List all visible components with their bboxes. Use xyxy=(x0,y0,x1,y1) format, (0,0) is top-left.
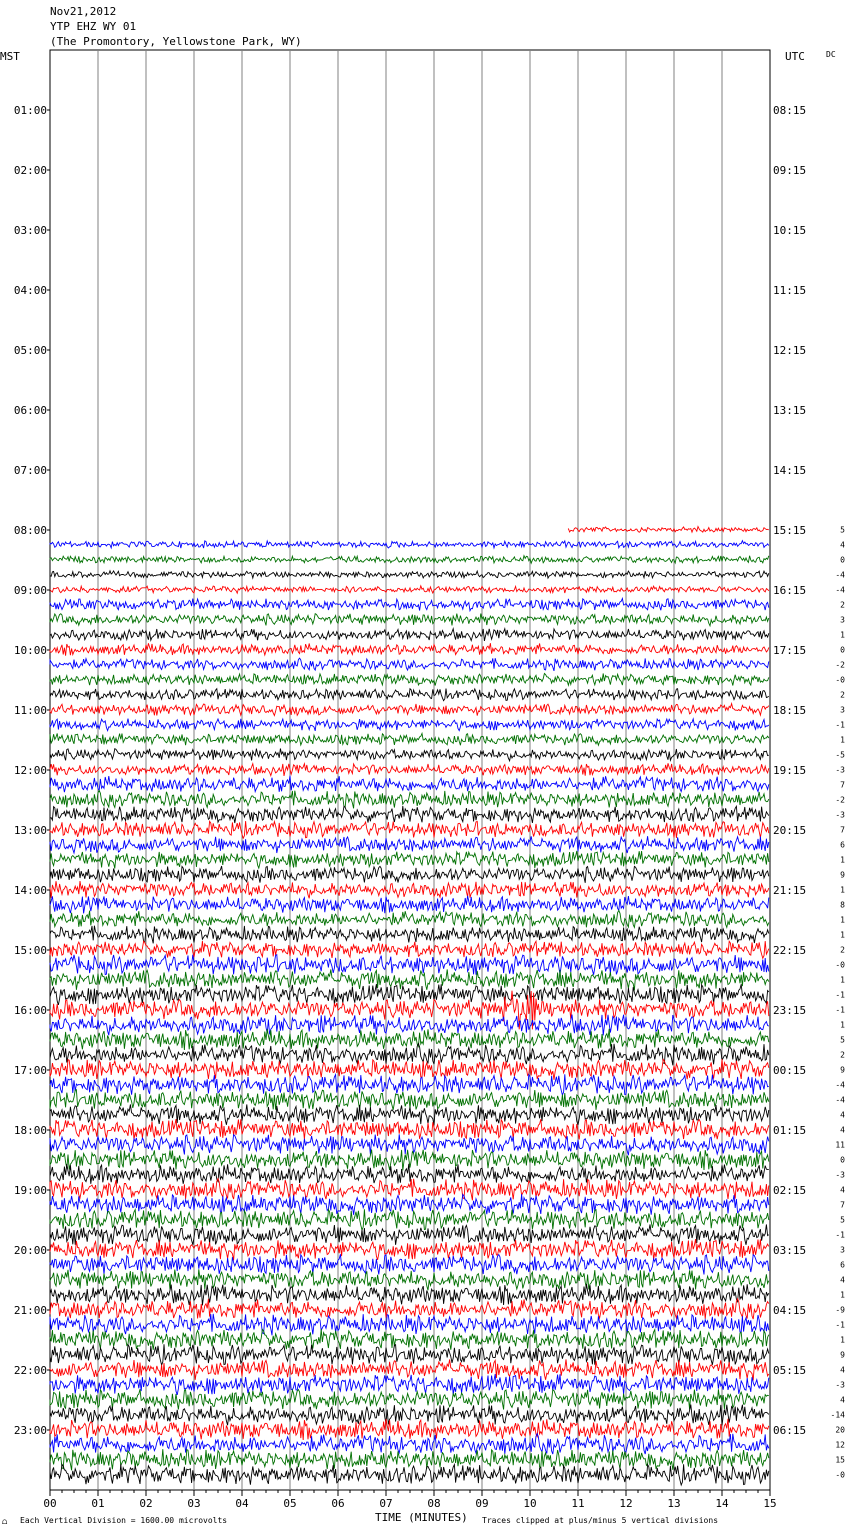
hour-label-right: 10:15 xyxy=(773,224,807,237)
x-tick-label: 14 xyxy=(715,1497,729,1510)
dc-offset-value: 3 xyxy=(840,615,845,625)
dc-offset-value: 3 xyxy=(840,1245,845,1255)
dc-offset-value: 4 xyxy=(840,1395,845,1405)
dc-offset-value: 1 xyxy=(840,930,845,940)
dc-offset-value: 2 xyxy=(840,600,845,610)
trace-black xyxy=(50,1164,769,1184)
dc-offset-value: 4 xyxy=(840,1110,845,1120)
hour-label-right: 11:15 xyxy=(773,284,807,297)
hour-label-right: 19:15 xyxy=(773,764,807,777)
trace-red xyxy=(50,1119,769,1140)
dc-offset-value: 5 xyxy=(840,1035,845,1045)
trace-red xyxy=(50,704,769,716)
dc-offset-value: -2 xyxy=(835,660,845,670)
dc-offset-value: -3 xyxy=(835,1380,845,1390)
trace-black xyxy=(50,806,769,823)
hour-label-left: 19:00 xyxy=(13,1184,47,1197)
hour-label-left: 20:00 xyxy=(13,1244,47,1257)
x-tick-label: 08 xyxy=(427,1497,441,1510)
trace-green xyxy=(50,851,769,869)
dc-offset-value: 2 xyxy=(840,690,845,700)
dc-offset-value: 15 xyxy=(835,1455,845,1465)
hour-label-right: 21:15 xyxy=(773,884,807,897)
hour-label-left: 09:00 xyxy=(13,584,47,597)
hour-label-right: 09:15 xyxy=(773,164,807,177)
trace-blue xyxy=(50,658,769,671)
hour-label-right: 15:15 xyxy=(773,524,807,537)
x-tick-label: 13 xyxy=(667,1497,681,1510)
trace-blue xyxy=(50,896,769,914)
dc-offset-value: -9 xyxy=(835,1305,845,1315)
dc-offset-value: 0 xyxy=(840,1155,845,1165)
trace-blue xyxy=(50,836,769,853)
trace-blue xyxy=(50,776,769,793)
x-tick-label: 12 xyxy=(619,1497,633,1510)
dc-offset-value: 7 xyxy=(840,1200,845,1210)
trace-red xyxy=(50,586,769,593)
trace-green xyxy=(50,1389,769,1409)
trace-green xyxy=(50,556,769,564)
dc-offset-value: 1 xyxy=(840,735,845,745)
dc-offset-value: 9 xyxy=(840,1350,845,1360)
dc-offset-value: -5 xyxy=(835,750,845,760)
hour-label-left: 02:00 xyxy=(13,164,47,177)
dc-offset-value: -1 xyxy=(835,1320,845,1330)
trace-black xyxy=(50,1224,769,1244)
dc-offset-value: -3 xyxy=(835,1170,845,1180)
trace-red xyxy=(568,527,768,533)
hour-label-left: 16:00 xyxy=(13,1004,47,1017)
trace-red xyxy=(50,1299,769,1320)
dc-offset-value: 8 xyxy=(840,900,845,910)
hour-label-right: 23:15 xyxy=(773,1004,807,1017)
x-tick-label: 05 xyxy=(283,1497,297,1510)
dc-offset-value: 9 xyxy=(840,870,845,880)
dc-offset-value: 0 xyxy=(840,555,845,565)
hour-label-left: 18:00 xyxy=(13,1124,47,1137)
dc-offset-value: 4 xyxy=(840,1365,845,1375)
dc-offset-value: 12 xyxy=(835,1440,845,1450)
x-tick-label: 03 xyxy=(187,1497,201,1510)
trace-black xyxy=(50,866,769,883)
trace-blue xyxy=(50,598,769,610)
hour-label-right: 12:15 xyxy=(773,344,807,357)
trace-blue xyxy=(50,1074,769,1095)
hour-label-left: 06:00 xyxy=(13,404,47,417)
trace-black xyxy=(50,571,769,578)
trace-red xyxy=(50,1419,769,1440)
dc-offset-value: -4 xyxy=(835,585,845,595)
dc-offset-value: -0 xyxy=(835,1470,845,1480)
trace-green xyxy=(50,791,769,809)
trace-blue xyxy=(50,1134,769,1155)
trace-black xyxy=(50,689,769,701)
hour-label-right: 02:15 xyxy=(773,1184,807,1197)
dc-offset-value: 4 xyxy=(840,1125,845,1135)
trace-red xyxy=(50,1059,769,1080)
dc-offset-value: -2 xyxy=(835,795,845,805)
hour-label-left: 14:00 xyxy=(13,884,47,897)
dc-offset-value: 1 xyxy=(840,1290,845,1300)
dc-offset-value: 6 xyxy=(840,1260,845,1270)
trace-blue xyxy=(50,1254,769,1274)
hour-label-left: 12:00 xyxy=(13,764,47,777)
hour-label-left: 03:00 xyxy=(13,224,47,237)
dc-offset-value: -0 xyxy=(835,675,845,685)
trace-green xyxy=(50,1269,769,1290)
trace-red xyxy=(50,763,769,776)
x-tick-label: 01 xyxy=(91,1497,105,1510)
hour-label-right: 03:15 xyxy=(773,1244,807,1257)
dc-offset-value: -1 xyxy=(835,720,845,730)
hour-label-left: 11:00 xyxy=(13,704,47,717)
x-tick-label: 07 xyxy=(379,1497,393,1510)
trace-blue xyxy=(50,1015,769,1036)
x-tick-label: 00 xyxy=(43,1497,57,1510)
dc-offset-value: 4 xyxy=(840,540,845,550)
dc-offset-value: -14 xyxy=(830,1410,845,1420)
dc-offset-value: 9 xyxy=(840,1065,845,1075)
hour-label-right: 08:15 xyxy=(773,104,807,117)
trace-green xyxy=(50,1090,769,1110)
trace-green xyxy=(50,1029,769,1050)
hour-label-right: 01:15 xyxy=(773,1124,807,1137)
dc-offset-value: 2 xyxy=(840,1050,845,1060)
dc-offset-value: 7 xyxy=(840,780,845,790)
hour-label-right: 16:15 xyxy=(773,584,807,597)
trace-red xyxy=(50,941,769,958)
hour-label-right: 14:15 xyxy=(773,464,807,477)
dc-offset-value: 5 xyxy=(840,525,845,535)
dc-offset-value: 20 xyxy=(835,1425,845,1435)
dc-offset-value: 1 xyxy=(840,855,845,865)
dc-offset-value: 4 xyxy=(840,1275,845,1285)
dc-offset-value: 1 xyxy=(840,885,845,895)
trace-green xyxy=(50,614,769,626)
trace-green xyxy=(50,674,769,686)
hour-label-left: 21:00 xyxy=(13,1304,47,1317)
usgs-mark-icon: ⩍ xyxy=(2,1517,8,1526)
hour-label-left: 17:00 xyxy=(13,1064,47,1077)
dc-offset-header: DC xyxy=(826,50,836,59)
trace-green xyxy=(50,733,769,745)
dc-offset-value: -4 xyxy=(835,1080,845,1090)
dc-offset-value: -1 xyxy=(835,1005,845,1015)
dc-offset-value: -1 xyxy=(835,1230,845,1240)
trace-black xyxy=(50,1464,769,1485)
dc-offset-value: 1 xyxy=(840,630,845,640)
dc-offset-value: 1 xyxy=(840,975,845,985)
trace-blue xyxy=(50,719,769,731)
x-tick-label: 09 xyxy=(475,1497,489,1510)
x-tick-label: 10 xyxy=(523,1497,537,1510)
hour-label-left: 04:00 xyxy=(13,284,47,297)
trace-blue xyxy=(50,1194,769,1215)
trace-red xyxy=(50,643,769,656)
hour-label-left: 15:00 xyxy=(13,944,47,957)
x-tick-label: 04 xyxy=(235,1497,249,1510)
left-timezone-label: MST xyxy=(0,50,20,63)
hour-label-right: 05:15 xyxy=(773,1364,807,1377)
trace-blue xyxy=(50,541,769,548)
dc-offset-value: 5 xyxy=(840,1215,845,1225)
x-tick-label: 06 xyxy=(331,1497,345,1510)
dc-offset-value: 7 xyxy=(840,825,845,835)
hour-label-left: 23:00 xyxy=(13,1424,47,1437)
dc-offset-value: 1 xyxy=(840,1335,845,1345)
trace-blue xyxy=(50,1314,769,1336)
x-tick-label: 11 xyxy=(571,1497,585,1510)
x-axis-label: TIME (MINUTES) xyxy=(375,1511,468,1524)
dc-offset-value: -3 xyxy=(835,765,845,775)
x-tick-label: 02 xyxy=(139,1497,153,1510)
trace-green xyxy=(50,1209,769,1230)
trace-black xyxy=(50,1284,769,1305)
dc-offset-value: 2 xyxy=(840,945,845,955)
hour-label-right: 06:15 xyxy=(773,1424,807,1437)
hour-label-right: 22:15 xyxy=(773,944,807,957)
dc-offset-value: 11 xyxy=(835,1140,845,1150)
trace-green xyxy=(50,1449,769,1470)
trace-red xyxy=(50,1359,769,1380)
hour-label-left: 08:00 xyxy=(13,524,47,537)
hour-label-right: 00:15 xyxy=(773,1064,807,1077)
dc-offset-value: -4 xyxy=(835,1095,845,1105)
dc-offset-value: 4 xyxy=(840,1185,845,1195)
trace-black xyxy=(50,1405,769,1426)
trace-red xyxy=(50,881,769,898)
trace-black xyxy=(50,984,769,1005)
hour-label-left: 13:00 xyxy=(13,824,47,837)
trace-red xyxy=(50,821,769,838)
dc-offset-value: 0 xyxy=(840,645,845,655)
dc-offset-value: 1 xyxy=(840,915,845,925)
dc-offset-value: 6 xyxy=(840,840,845,850)
trace-black xyxy=(50,926,769,944)
trace-black xyxy=(50,1344,769,1365)
hour-label-left: 07:00 xyxy=(13,464,47,477)
dc-offset-value: -0 xyxy=(835,960,845,970)
scale-note: Each Vertical Division = 1600.00 microvolts xyxy=(20,1516,228,1525)
trace-black xyxy=(50,749,769,761)
clip-note: Traces clipped at plus/minus 5 vertical divisions xyxy=(482,1516,719,1525)
dc-offset-value: -1 xyxy=(835,990,845,1000)
right-timezone-label: UTC xyxy=(785,50,805,63)
trace-black xyxy=(50,629,769,641)
hour-label-right: 20:15 xyxy=(773,824,807,837)
hour-label-right: 04:15 xyxy=(773,1304,807,1317)
hour-label-left: 22:00 xyxy=(13,1364,47,1377)
trace-green xyxy=(50,911,769,928)
hour-label-left: 01:00 xyxy=(13,104,47,117)
trace-black xyxy=(50,1044,769,1066)
x-tick-label: 15 xyxy=(763,1497,777,1510)
trace-blue xyxy=(50,955,769,975)
hour-label-right: 17:15 xyxy=(773,644,807,657)
plot-date: Nov21,2012 xyxy=(50,5,117,18)
station-location: (The Promontory, Yellowstone Park, WY) xyxy=(50,35,302,48)
hour-label-left: 10:00 xyxy=(13,644,47,657)
dc-offset-value: -4 xyxy=(835,570,845,580)
hour-label-right: 18:15 xyxy=(773,704,807,717)
dc-offset-value: 1 xyxy=(840,1020,845,1030)
dc-offset-value: -3 xyxy=(835,810,845,820)
trace-red xyxy=(50,1239,769,1260)
dc-offset-value: 3 xyxy=(840,705,845,715)
hour-label-right: 13:15 xyxy=(773,404,807,417)
station-code: YTP EHZ WY 01 xyxy=(50,20,137,33)
hour-label-left: 05:00 xyxy=(13,344,47,357)
